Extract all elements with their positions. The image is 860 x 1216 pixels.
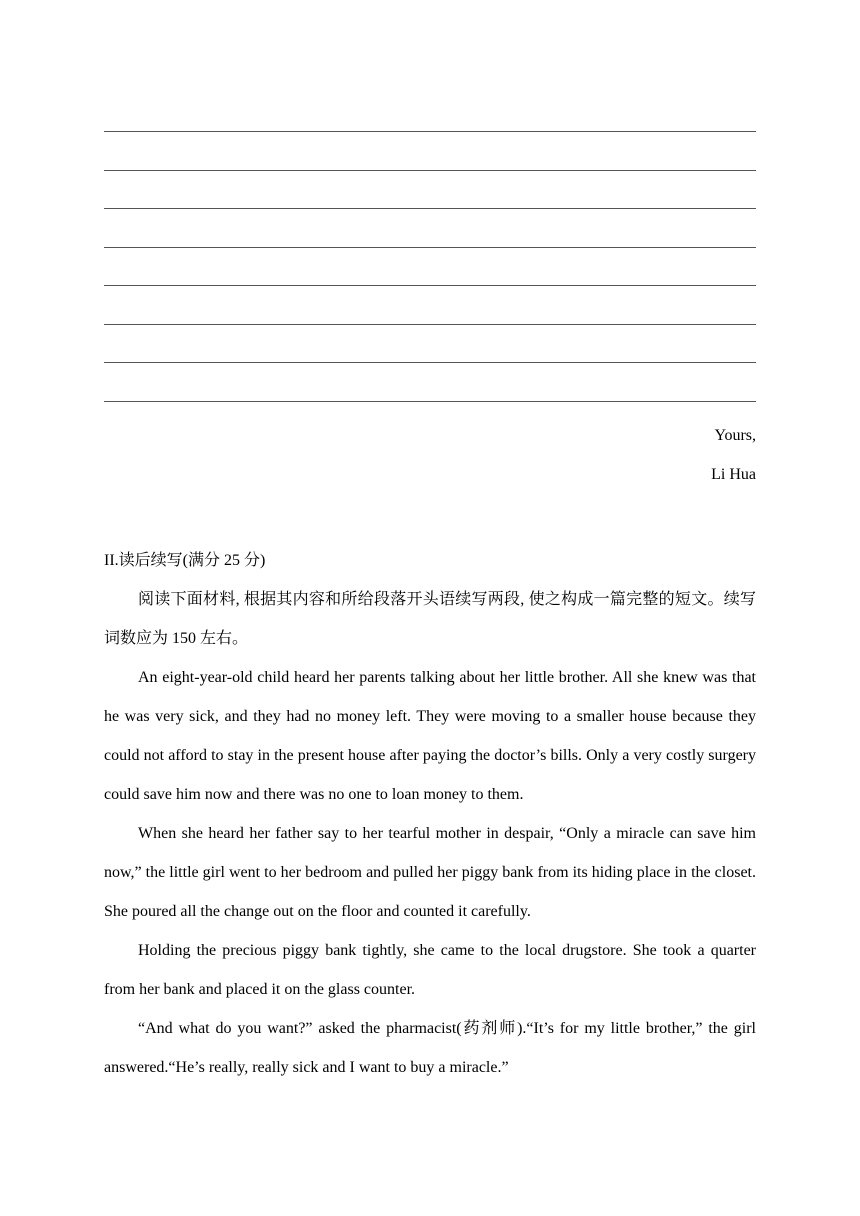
writing-line: [104, 401, 756, 402]
writing-line: [104, 285, 756, 286]
writing-line: [104, 362, 756, 363]
writing-line: [104, 131, 756, 132]
letter-salutation: Yours,: [714, 427, 756, 444]
section-title: II.读后续写(满分 25 分): [104, 552, 266, 569]
answer-writing-lines: [104, 131, 756, 439]
writing-line: [104, 170, 756, 171]
writing-line: [104, 247, 756, 248]
story-paragraph-2: When she heard her father say to her tearful mother in despair, “Only a miracle can save him now,” the little girl went to her bedroom and pulled her piggy bank from its hiding place in the closet. She poured all the change out on the floor and counted it carefully.: [104, 825, 756, 920]
story-paragraph-3: Holding the precious piggy bank tightly, she came to the local drugstore. She took a quarter from her bank and placed it on the glass counter.: [104, 942, 756, 998]
story-paragraph-4: “And what do you want?” asked the pharmacist(药剂师).“It’s for my little brother,” the girl answered.“He’s really, really sick and I want to buy a miracle.”: [104, 1020, 756, 1076]
writing-line: [104, 324, 756, 325]
section-instruction: 阅读下面材料, 根据其内容和所给段落开头语续写两段, 使之构成一篇完整的短文。续写词数应为 150 左右。: [104, 591, 756, 647]
writing-line: [104, 208, 756, 209]
story-paragraph-1: An eight-year-old child heard her parents talking about her little brother. All she knew was that he was very sick, and they had no money left. They were moving to a smaller house because they could not afford to stay in the present house after paying the doctor’s bills. Only a very costly surgery could save him now and there was no one to loan money to them.: [104, 669, 756, 803]
letter-signature: Li Hua: [711, 466, 756, 483]
continuation-writing-section: [104, 541, 756, 1087]
